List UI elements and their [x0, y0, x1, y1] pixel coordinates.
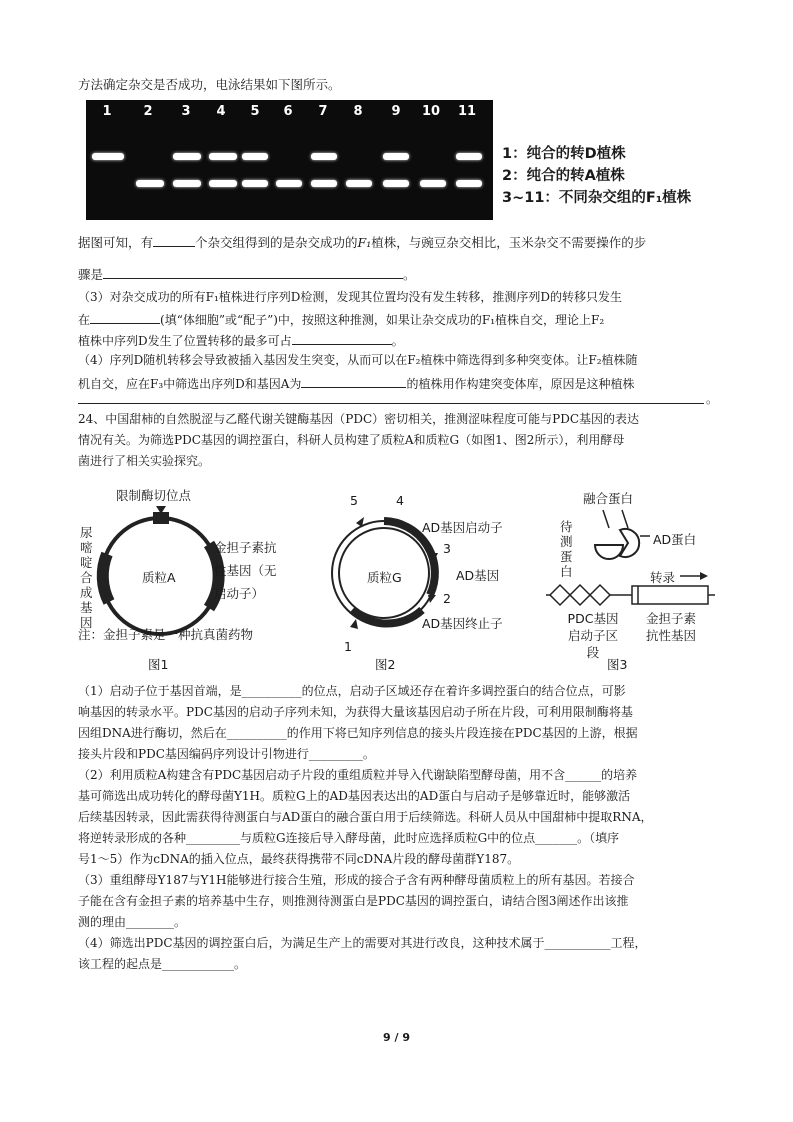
- fig1-right-label: 性基因（无: [214, 563, 277, 578]
- gel-band: [276, 180, 302, 187]
- gel-band: [92, 153, 124, 160]
- lane-label: 4: [216, 104, 226, 119]
- gel-band: [383, 153, 409, 160]
- q24-q2-line3: 后续基因转录，因此需获得待测蛋白与AD蛋白的融合蛋白用于后续筛选。科研人员从中国甜柿中提取RNA，: [78, 810, 653, 824]
- fig1-note: 注：金担子素是一种抗真菌药物: [78, 627, 254, 642]
- answer-blank[interactable]: [301, 374, 406, 388]
- text: 机自交，应在F₃中筛选出序列D和基因A为: [78, 377, 302, 391]
- gel-band: [311, 180, 337, 187]
- lane-label: 3: [181, 104, 191, 119]
- q23-q4-line2: [78, 374, 634, 393]
- q23-q3-line2: [78, 310, 604, 329]
- gel-band: [346, 180, 372, 187]
- lane-label: 10: [421, 104, 441, 119]
- text: 白: [560, 564, 573, 579]
- f1-symbol: F₁: [357, 235, 372, 250]
- text: 启动子区段: [567, 628, 618, 660]
- gel-band: [456, 180, 482, 187]
- q23-q4-line1: （4）序列D随机转移会导致被插入基因发生突变，从而可以在F₂植株中筛选得到多种突变体。让F₂植株随: [78, 353, 638, 367]
- text: 在: [78, 313, 91, 327]
- text: 骤是: [78, 267, 104, 282]
- gel-legend-1: 1：纯合的转D植株: [502, 146, 626, 162]
- text: 植株中序列D发生了位置转移的最多可占: [78, 334, 292, 348]
- text: 蛋: [560, 549, 573, 564]
- fig2-num-5: 5: [350, 493, 358, 508]
- q24-q1-line2: 响基因的转录水平。PDC基因的启动子序列未知，为获得大量该基因启动子所在片段，可利用限制酶将基: [78, 705, 633, 719]
- q23-q3-line1: （3）对杂交成功的所有F₁植株进行序列D检测，发现其位置均没有发生转移，推测序列D的转移只发生: [78, 290, 623, 304]
- q24-q2-line5: 号1～5）作为cDNA的插入位点，最终获得携带不同cDNA片段的酵母菌群Y187。: [78, 852, 520, 866]
- q24-q2-line2: 基可筛选出成功转化的酵母菌Y1H。质粒G上的AD基因表达出的AD蛋白与启动子是够靠近时，能够激活: [78, 789, 631, 803]
- text: 金担子素: [645, 611, 696, 626]
- gel-band: [209, 180, 237, 187]
- q23-paragraph-2: [78, 265, 416, 283]
- answer-blank[interactable]: [103, 265, 403, 279]
- fig3-pdc-promoter: [562, 610, 624, 661]
- text: 的植株用作构建突变体库，原因是这种植株: [406, 377, 635, 391]
- lane-label: 9: [391, 104, 401, 119]
- lane-label: 8: [353, 104, 363, 119]
- answer-blank[interactable]: [292, 331, 392, 345]
- gel-band: [311, 153, 337, 160]
- fig3-caption: 图3: [607, 657, 628, 672]
- page-number: 9 / 9: [383, 1031, 410, 1044]
- gel-band: [136, 180, 164, 187]
- fig2-num-4: 4: [396, 493, 404, 508]
- text: 待: [560, 519, 573, 534]
- fig2-center-label: 质粒G: [367, 570, 402, 585]
- lane-label: 2: [143, 104, 153, 119]
- q24-q3-line1: （3）重组酵母Y187与Y1H能够进行接合生殖，形成的接合子含有两种酵母菌质粒上的所有基因。若接合: [78, 873, 635, 887]
- answer-blank[interactable]: [90, 310, 160, 324]
- gel-band: [456, 153, 482, 160]
- fig3-transcribe: 转录: [650, 570, 676, 585]
- text: 抗性基因: [645, 628, 696, 643]
- fig2-num-3: 3: [443, 541, 451, 556]
- text: 。: [403, 267, 416, 282]
- q24-q1-line3: 因组DNA进行酶切，然后在__________的作用下将已知序列信息的接头片段连接在PDC基因的上游，根据: [78, 726, 638, 740]
- gel-legend-3: 3~11：不同杂交组的F₁植株: [502, 190, 692, 206]
- q23-paragraph-1: [78, 233, 646, 251]
- q24-q3-line3: 测的理由________。: [78, 915, 187, 929]
- fig2-caption: 图2: [375, 657, 396, 672]
- fig1-caption: 图1: [148, 657, 169, 672]
- q24-q3-line2: 子能在含有金担子素的培养基中生存，则推测待测蛋白是PDC基因的调控蛋白，请结合图3阐述作出该推: [78, 894, 629, 908]
- gel-band: [242, 153, 268, 160]
- q24-q1-line4: 接头片段和PDC基因编码序列设计引物进行_________。: [78, 747, 375, 761]
- fig1-top-label: 限制酶切位点: [116, 488, 192, 503]
- gel-band: [420, 180, 446, 187]
- q24-q2-line1: （2）利用质粒A构建含有PDC基因启动子片段的重组质粒并导入代谢缺陷型酵母菌，用不含______的培养: [78, 768, 638, 782]
- q24-q2-line4: 将逆转录形成的各种_________与质粒G连接后导入酵母菌，此时应选择质粒G中的位点_______。（填序: [78, 831, 620, 845]
- fig1-right-label: 启动子）: [214, 586, 265, 601]
- lane-label: 5: [250, 104, 260, 119]
- lane-label: 11: [457, 104, 477, 119]
- text: 个杂交组得到的是杂交成功的: [195, 235, 358, 250]
- fig2-num-2: 2: [443, 591, 451, 606]
- fig2-ad-gene: AD基因: [456, 568, 500, 583]
- text: 植株，与豌豆杂交相比，玉米杂交不需要操作的步: [371, 235, 647, 250]
- fig1-center-label: 质粒A: [142, 570, 176, 585]
- lane-label: 6: [283, 104, 293, 119]
- text: (填“体细胞”或“配子”)中，按照这种推测，如果让杂交成功的F₁植株自交，理论上F₂: [160, 313, 605, 327]
- gel-band: [242, 180, 268, 187]
- q23-q3-line3: [78, 331, 404, 350]
- lane-label: 1: [102, 104, 112, 119]
- fig2-ad-promoter: AD基因启动子: [422, 520, 503, 535]
- fig3-ad-protein: AD蛋白: [653, 532, 697, 547]
- fig1-right-label: 金担子素抗: [214, 540, 277, 555]
- q24-intro-3: 菌进行了相关实验探究。: [78, 454, 211, 468]
- fig2-num-1: 1: [344, 639, 352, 654]
- lane-label: 7: [318, 104, 328, 119]
- text: 。: [391, 334, 404, 348]
- fig1-left-label: 尿嘧啶合成基因: [80, 525, 93, 630]
- q24-intro-2: 情况有关。为筛选PDC基因的调控蛋白，科研人员构建了质粒A和质粒G（如图1、图2所示），利用酵母: [78, 433, 625, 447]
- text: PDC基因: [567, 611, 619, 626]
- gel-band: [173, 180, 201, 187]
- fig3-test-protein: [560, 519, 573, 579]
- fig3-fusion-protein: 融合蛋白: [583, 491, 634, 506]
- q24-q1-line1: （1）启动子位于基因首端，是__________的位点，启动子区域还存在着许多调控蛋白的结合位点，可影: [78, 684, 626, 698]
- answer-blank-long[interactable]: [78, 393, 704, 404]
- answer-blank[interactable]: [153, 233, 195, 247]
- gel-legend-2: 2：纯合的转A植株: [502, 168, 625, 184]
- text: 据图可知，有: [78, 235, 154, 250]
- gel-band: [209, 153, 237, 160]
- q24-intro-1: 24、中国甜柿的自然脱涩与乙醛代谢关键酶基因（PDC）密切相关，推测涩味程度可能与PDC基因的表达: [78, 412, 640, 426]
- fig3-resistance-gene: [640, 610, 702, 644]
- text: 测: [560, 534, 573, 549]
- text: 。: [706, 392, 719, 406]
- gel-band: [383, 180, 409, 187]
- q24-q4-line1: （4）筛选出PDC基因的调控蛋白后，为满足生产上的需要对其进行改良，这种技术属于___________工程，: [78, 936, 647, 950]
- fig2-ad-terminator: AD基因终止子: [422, 616, 503, 631]
- gel-band: [173, 153, 201, 160]
- intro-line: 方法确定杂交是否成功，电泳结果如下图所示。: [78, 77, 341, 92]
- q24-q4-line2: 该工程的起点是____________。: [78, 957, 247, 971]
